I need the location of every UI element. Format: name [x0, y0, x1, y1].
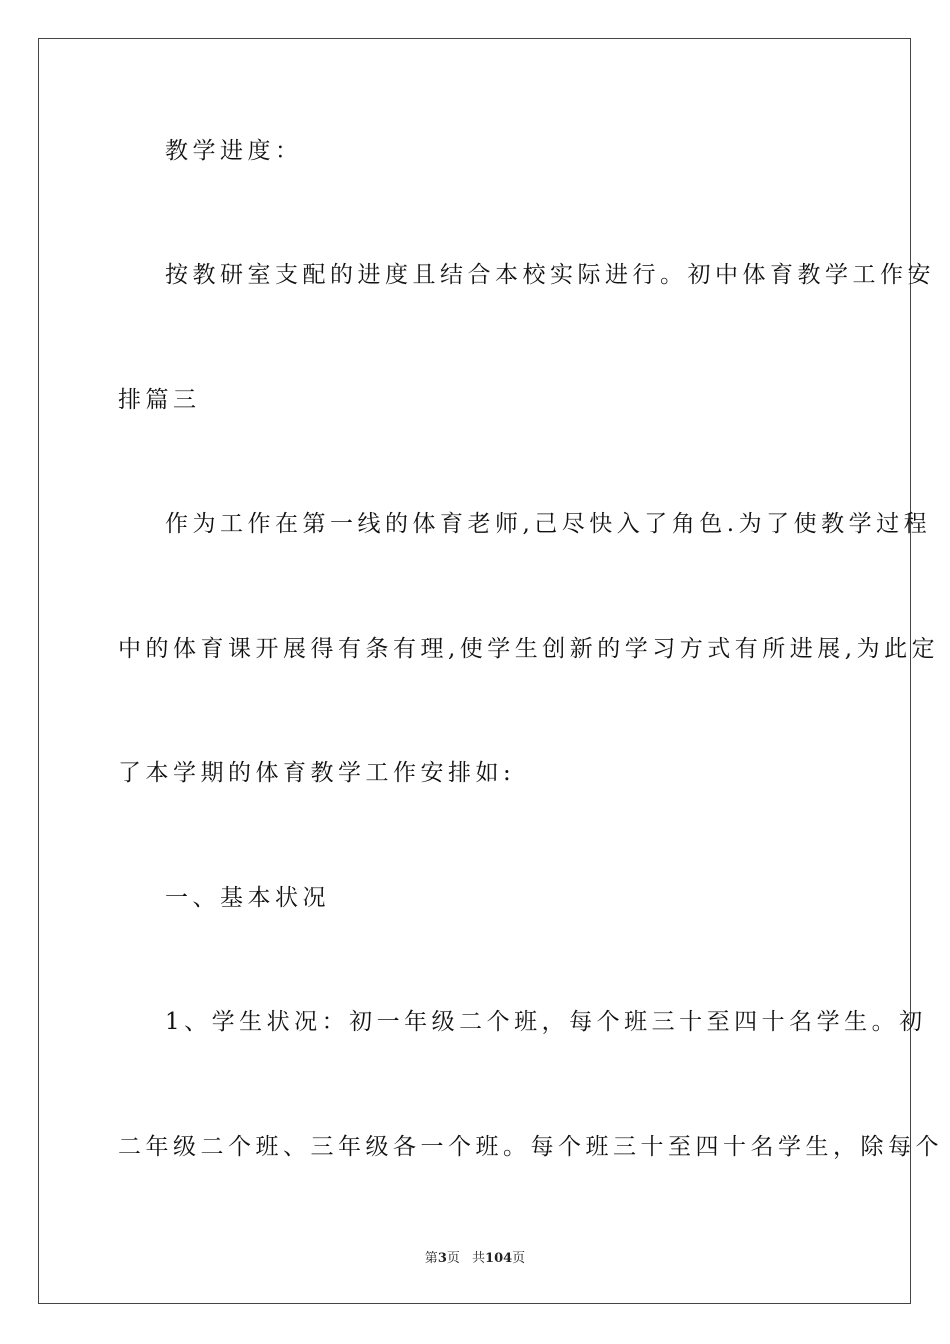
text-line-1: 教学进度： — [165, 138, 303, 164]
text-line-4: 作为工作在第一线的体育老师,己尽快入了角色.为了使教学过程 — [165, 511, 932, 537]
page-footer — [0, 1247, 950, 1266]
text-line-2: 按教研室支配的进度且结合本校实际进行。初中体育教学工作安 — [165, 262, 935, 288]
text-line-9: 二年级二个班、三年级各一个班。每个班三十至四十名学生，除每个 — [118, 1134, 943, 1160]
page-border — [38, 38, 943, 1304]
text-line-6: 了本学期的体育教学工作安排如: — [118, 760, 516, 786]
text-line-8: 1、学生状况：初一年级二个班，每个班三十至四十名学生。初 — [165, 1009, 927, 1035]
total-pages-indicator: 共104页 — [472, 1251, 526, 1266]
page-indicator: 第3页 — [424, 1251, 460, 1266]
text-line-3: 排篇三 — [118, 387, 201, 413]
section-heading: 一、基本状况 — [165, 885, 330, 911]
text-line-5: 中的体育课开展得有条有理,使学生创新的学习方式有所进展,为此定 — [118, 636, 940, 662]
